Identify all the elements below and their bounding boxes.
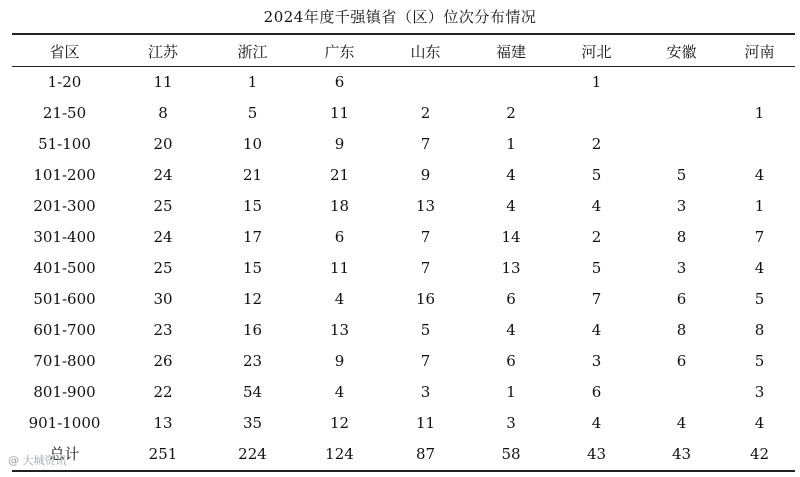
count-cell: 4: [591, 320, 602, 339]
rank-range-cell: 总计: [49, 445, 80, 463]
count-cell: 10: [242, 134, 263, 153]
count-cell: 12: [242, 289, 263, 308]
count-cell: 5: [754, 289, 765, 308]
count-cell: 6: [506, 351, 516, 370]
column-header: 河北: [581, 42, 612, 61]
watermark: @ 大城资讯: [8, 454, 67, 467]
count-cell: 4: [334, 289, 345, 308]
rank-range-cell: 801-900: [33, 382, 96, 401]
count-cell: [724, 128, 795, 159]
count-cell: 3: [591, 351, 602, 370]
count-cell: 13: [153, 413, 173, 432]
count-cell: 8: [676, 227, 687, 246]
table-row: [12, 345, 795, 376]
rank-range-cell: 21-50: [42, 103, 87, 122]
count-cell: 11: [329, 103, 350, 122]
count-cell: 251: [148, 444, 178, 463]
count-cell: 21: [329, 165, 350, 184]
column-header: 安徽: [666, 42, 697, 61]
count-cell: 1: [247, 72, 258, 91]
bottom-rule: [12, 470, 795, 472]
count-cell: 43: [671, 444, 692, 463]
count-cell: 2: [591, 134, 602, 153]
count-cell: 2: [420, 103, 431, 122]
table-row: [12, 128, 795, 159]
count-cell: 8: [158, 103, 168, 122]
count-cell: 7: [420, 351, 431, 370]
count-cell: 4: [754, 413, 765, 432]
count-cell: 4: [506, 196, 516, 215]
count-cell: 26: [153, 351, 173, 370]
count-cell: 2: [591, 227, 602, 246]
count-cell: 4: [591, 413, 602, 432]
count-cell: 124: [325, 444, 354, 463]
count-cell: 7: [420, 134, 431, 153]
count-cell: 5: [754, 351, 765, 370]
table-row: [12, 407, 795, 438]
count-cell: 5: [591, 165, 602, 184]
count-cell: 12: [329, 413, 350, 432]
column-header: 省区: [49, 42, 80, 61]
count-cell: 2: [506, 103, 516, 122]
rank-range-cell: 901-1000: [28, 413, 101, 432]
count-cell: 13: [329, 320, 350, 339]
count-cell: [639, 128, 724, 159]
count-cell: 3: [420, 382, 431, 401]
rank-range-cell: 401-500: [33, 258, 96, 277]
count-cell: 20: [153, 134, 173, 153]
rank-range-cell: 1-20: [47, 72, 82, 91]
count-cell: 9: [420, 165, 431, 184]
count-cell: 4: [676, 413, 687, 432]
rank-range-cell: 51-100: [38, 134, 91, 153]
table-row: [12, 252, 795, 283]
column-header: 广东: [324, 42, 355, 61]
count-cell: 7: [420, 258, 431, 277]
count-cell: 3: [506, 413, 516, 432]
count-cell: 58: [501, 444, 521, 463]
top-rule: [12, 33, 795, 35]
count-cell: 4: [754, 165, 765, 184]
rank-range-cell: 201-300: [33, 196, 96, 215]
count-cell: 6: [334, 227, 345, 246]
count-cell: 1: [506, 382, 516, 401]
count-cell: [724, 66, 795, 97]
count-cell: 224: [238, 444, 267, 463]
count-cell: 8: [754, 320, 765, 339]
count-cell: 1: [754, 196, 765, 215]
table-row: [12, 314, 795, 345]
count-cell: 43: [586, 444, 607, 463]
count-cell: 7: [591, 289, 602, 308]
count-cell: 24: [153, 227, 173, 246]
count-cell: 5: [676, 165, 687, 184]
table-title: 2024年度千强镇省（区）位次分布情况: [263, 8, 537, 26]
count-cell: 17: [242, 227, 263, 246]
count-cell: 1: [754, 103, 765, 122]
count-cell: 15: [242, 196, 263, 215]
count-cell: 4: [334, 382, 345, 401]
count-cell: 4: [506, 165, 516, 184]
table-row: [12, 97, 795, 128]
table-row: [12, 190, 795, 221]
count-cell: 4: [754, 258, 765, 277]
table-row: [12, 438, 795, 469]
count-cell: 6: [591, 382, 602, 401]
table-row: [12, 66, 795, 97]
count-cell: 1: [506, 134, 516, 153]
count-cell: 3: [754, 382, 765, 401]
count-cell: 54: [242, 382, 263, 401]
count-cell: 7: [754, 227, 765, 246]
count-cell: [468, 66, 554, 97]
count-cell: 13: [415, 196, 436, 215]
count-cell: [554, 97, 639, 128]
header-row: [12, 36, 795, 66]
count-cell: 3: [676, 258, 687, 277]
count-cell: 6: [506, 289, 516, 308]
count-cell: 18: [329, 196, 350, 215]
count-cell: 23: [153, 320, 173, 339]
column-header: 福建: [495, 42, 526, 61]
count-cell: 22: [153, 382, 173, 401]
count-cell: 6: [676, 289, 687, 308]
table-row: [12, 283, 795, 314]
count-cell: 8: [676, 320, 687, 339]
count-cell: 6: [676, 351, 687, 370]
table-row: [12, 376, 795, 407]
count-cell: 11: [329, 258, 350, 277]
count-cell: 24: [153, 165, 173, 184]
count-cell: [639, 66, 724, 97]
count-cell: 21: [242, 165, 263, 184]
count-cell: 30: [153, 289, 173, 308]
count-cell: [383, 66, 468, 97]
count-cell: 9: [334, 351, 345, 370]
count-cell: 25: [153, 258, 173, 277]
count-cell: 23: [242, 351, 263, 370]
column-header: 山东: [410, 42, 441, 61]
rank-range-cell: 101-200: [33, 165, 96, 184]
column-header: 浙江: [237, 42, 268, 61]
count-cell: 1: [591, 72, 602, 91]
count-cell: 14: [501, 227, 521, 246]
count-cell: 3: [676, 196, 687, 215]
rank-distribution-table: [12, 36, 795, 469]
count-cell: 13: [501, 258, 521, 277]
count-cell: 15: [242, 258, 263, 277]
table-row: [12, 221, 795, 252]
count-cell: 4: [591, 196, 602, 215]
column-header: 江苏: [147, 42, 178, 61]
rank-range-cell: 501-600: [33, 289, 96, 308]
count-cell: 42: [749, 444, 770, 463]
count-cell: 5: [591, 258, 602, 277]
rank-range-cell: 301-400: [33, 227, 96, 246]
column-header: 河南: [744, 42, 775, 61]
rank-range-cell: 601-700: [33, 320, 96, 339]
count-cell: 9: [334, 134, 345, 153]
count-cell: 87: [415, 444, 436, 463]
table-row: [12, 159, 795, 190]
count-cell: 5: [420, 320, 431, 339]
count-cell: 11: [153, 72, 173, 91]
count-cell: 6: [334, 72, 345, 91]
count-cell: [639, 97, 724, 128]
count-cell: 4: [506, 320, 516, 339]
count-cell: 7: [420, 227, 431, 246]
count-cell: 11: [415, 413, 436, 432]
rank-range-cell: 701-800: [33, 351, 96, 370]
count-cell: 16: [242, 320, 263, 339]
count-cell: 35: [242, 413, 263, 432]
count-cell: 5: [247, 103, 258, 122]
count-cell: 16: [415, 289, 436, 308]
count-cell: 25: [153, 196, 173, 215]
count-cell: [639, 376, 724, 407]
